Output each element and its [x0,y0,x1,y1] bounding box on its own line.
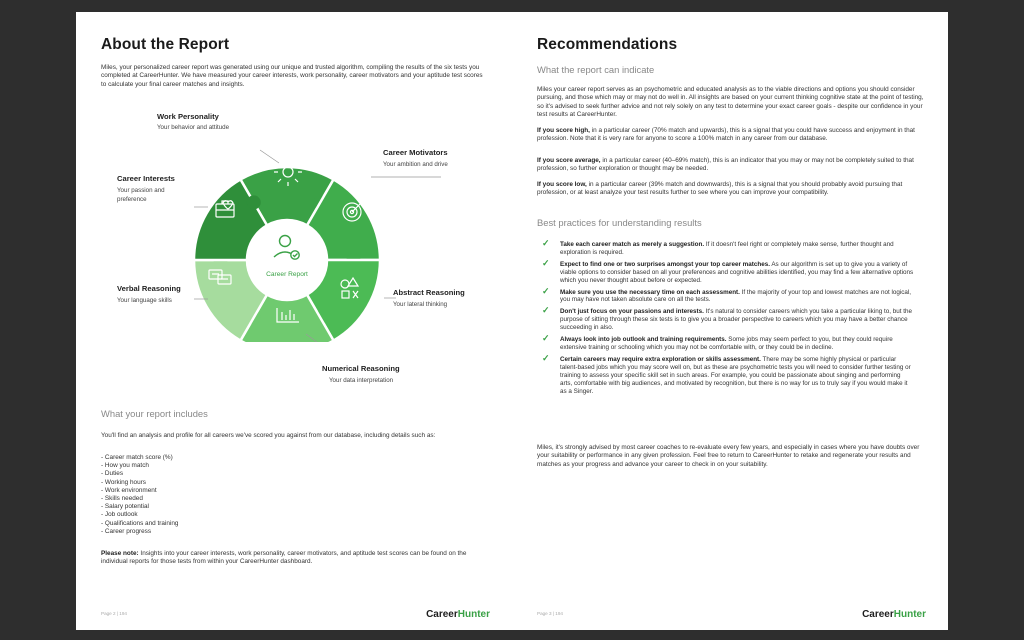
page-title: Recommendations [537,36,678,53]
puzzle-knob [247,195,261,209]
note-bold: Please note: [101,550,139,557]
segment-label-career-motivators: Career Motivators [383,148,448,157]
practice-text: If the majority of your top and lowest matches are not logical, you may have not taken absolute care on all the tests. [560,288,912,304]
score-low-bold: If you score low, [537,181,587,188]
practice-text: Some jobs may seem perfect to you, but they could require extensive training or schooling which you may not be comfortable with, or they could be in decline. [560,336,893,351]
includes-item: - Career progress [101,527,152,535]
practice-item [542,333,914,352]
practice-text: As our algorithm is set up to give you a variety of viable options to consider based on all your preferences and cognitive abilities identified, you may find a few alternative options which you never thought about before or expected. [560,260,914,284]
closing-paragraph: Miles, it's strongly advised by most career coaches to re-evaluate every few years, and especially in cases where you have doubts over your suitability or performance in any given profession. Feel free to return to CareerHunter to retake and regenerate your results and matches as your progress and advance your career to check in on your suitability. [537,444,920,468]
score-low-paragraph [537,181,925,198]
practices-list [542,238,914,399]
practice-bold: Always look into job outlook and training requirements. [560,336,727,344]
includes-item: - Qualifications and training [101,519,179,527]
check-icon: ✓ [542,285,550,296]
includes-item: - Salary potential [101,503,149,511]
score-high-bold: If you score high, [537,127,590,134]
segment-label-career-interests: Career Interests [117,174,175,183]
includes-item: - Work environment [101,486,157,494]
note-text: Insights into your career interests, work personality, career motivators, and aptitude test scores can be found on the individual reports for those tests from within your CareerHunter dashboard. [101,550,467,566]
segment-label-numerical-reasoning: Numerical Reasoning [322,364,400,373]
practice-text: If it doesn't feel right or completely make sense, further thought and exploration is required. [560,241,894,256]
page-title: About the Report [101,36,230,53]
score-high-text: in a particular career (70% match and upwards), this is a signal that you could have success and enjoyment in that profession. Note that it is very rare for anyone to score a 100% match in any career from our database. [537,127,915,143]
practice-item [542,238,914,257]
segment-desc-abstract-reasoning: Your lateral thinking [393,301,448,308]
check-icon: ✓ [542,352,550,363]
check-icon: ✓ [542,257,550,268]
includes-item: - Career match score (%) [101,454,173,461]
check-icon: ✓ [542,238,550,248]
score-average-paragraph [537,157,925,174]
page-number: Page 3 | 194 [537,611,563,616]
includes-heading: What your report includes [101,408,208,419]
practice-bold: Certain careers may require extra exploration or skills assessment. [560,355,761,363]
includes-intro: You'll find an analysis and profile for all careers we've scored you against from our database, including details such as: [101,432,436,439]
includes-item: - Job outlook [101,511,138,519]
please-note [101,550,487,567]
practice-bold: Make sure you use the necessary time on each assessment. [560,288,740,296]
report-page-about [76,12,512,630]
score-avg-bold: If you score average, [537,157,601,164]
report-page-recommendations [512,12,948,630]
wheel-center-label: Career Report [266,271,308,278]
wheel-center [248,221,326,299]
practice-item [542,352,914,396]
segment-desc-career-interests: Your passion and preference [117,187,165,203]
page-number: Page 2 | 194 [101,611,127,616]
brand-hunter: Hunter [457,609,490,620]
practice-item [542,285,914,305]
practice-text: There may be some highly physical or particular talent-based jobs which you may score well on, but as these are psychometric tests you will need to consider further testing or training to assess your specific skill set in such areas. For example, you could be passionate about singing and performing arts, comfortable with big audiences, and motivated by recognition, but there is no way for us to truly say if you would make it as a Singer. [560,355,911,395]
practice-bold: Take each career match as merely a suggestion. [560,241,705,248]
check-icon: ✓ [542,333,550,344]
segment-label-verbal-reasoning: Verbal Reasoning [117,284,181,293]
includes-item: - Duties [101,470,124,478]
practices-heading: Best practices for understanding results [537,217,702,228]
practice-bold: Expect to find one or two surprises amongst your top career matches. [560,260,770,268]
practice-item [542,257,914,285]
score-high-paragraph [537,127,925,144]
segment-label-work-personality: Work Personality [157,112,219,121]
score-avg-text: in a particular career (40–69% match), this is an indicator that you may or may not be completely suited to that profession, so further exploration or thought may be needed. [537,157,914,173]
includes-item: - Working hours [101,478,146,486]
intro-paragraph: Miles, your personalized career report was generated using our unique and trusted algorithm, compiling the results of the six tests you completed at CareerHunter. We have measured your career interests, work personality, career motivators and your aptitude test scores to calculate your final career matches and insights. [101,64,483,88]
check-icon: ✓ [542,305,550,316]
includes-item: - Skills needed [101,495,143,503]
segment-desc-work-personality: Your behavior and attitude [157,124,230,131]
brand-career: Career [862,609,894,620]
careerhunter-logo [862,609,926,620]
practice-text: It's natural to consider careers which you take a particular liking to, but the purpose of sitting through these six tests is to give you a broader perspective to careers which you may have a better chance succeeding in also. [560,308,912,332]
segment-desc-numerical-reasoning: Your data interpretation [329,377,394,384]
segment-label-abstract-reasoning: Abstract Reasoning [393,288,465,297]
practice-bold: Don't just focus on your passions and interests. [560,308,704,316]
practice-item [542,305,914,332]
score-low-text: in a particular career (39% match and downwards), this is a signal that you should probably avoid pursuing that profession, or at least analyze your test results further to see where you can improve your compatibility. [537,181,903,197]
indicate-heading: What the report can indicate [537,64,655,75]
careerhunter-logo [426,609,490,620]
includes-list [101,454,178,536]
indicate-paragraph: Miles your career report serves as an psychometric and educated analysis as to the viable directions and options you should consider pursuing, and those which may or may not do well in. All insights are based on your current thinking cognitive state at the point of testing, so it's advised to seek further advice and not rely solely on any test to determine your exact career goals - despite our confidence in your test results at CareerHunter. [537,86,924,118]
includes-item: - How you match [101,462,149,470]
brand-hunter: Hunter [893,609,926,620]
segment-desc-career-motivators: Your ambition and drive [383,161,448,168]
segment-desc-verbal-reasoning: Your language skills [117,297,172,304]
brand-career: Career [426,609,458,620]
